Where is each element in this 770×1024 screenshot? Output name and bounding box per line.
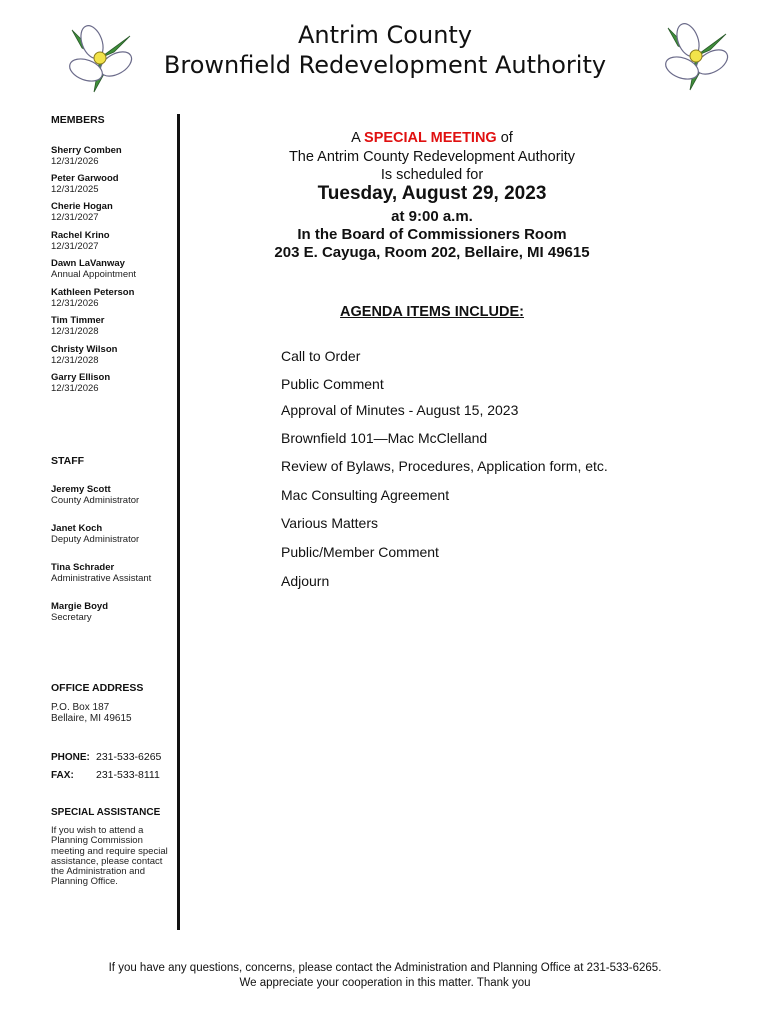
member-name: Cherie Hogan: [51, 201, 113, 212]
fax-number: 231-533-8111: [96, 769, 160, 781]
member-name: Tim Timmer: [51, 315, 105, 326]
member-term: 12/31/2026: [51, 156, 99, 167]
title-line-2: Brownfield Redevelopment Authority: [163, 51, 607, 79]
phone-number: 231-533-6265: [96, 751, 162, 763]
meeting-address: 203 E. Cayuga, Room 202, Bellaire, MI 49615: [274, 244, 590, 261]
staff-title: Deputy Administrator: [51, 534, 140, 545]
agenda-item: Public Comment: [281, 376, 384, 392]
meeting-intro: [232, 130, 632, 146]
agenda-heading: AGENDA ITEMS INCLUDE:: [340, 304, 524, 320]
member-term: Annual Appointment: [51, 269, 137, 280]
member-term: 12/31/2026: [51, 383, 99, 394]
member-term: 12/31/2026: [51, 298, 99, 309]
staff-title: Secretary: [51, 612, 92, 623]
member-name: Peter Garwood: [51, 173, 119, 184]
meeting-room: In the Board of Commissioners Room: [297, 226, 567, 243]
trillium-flower-icon: [64, 22, 136, 94]
office-address-heading: OFFICE ADDRESS: [51, 682, 144, 694]
special-assistance-heading: SPECIAL ASSISTANCE: [51, 807, 161, 818]
member-name: Kathleen Peterson: [51, 287, 135, 298]
staff-heading: STAFF: [51, 455, 85, 467]
meeting-time: at 9:00 a.m.: [391, 208, 473, 225]
phone-label: PHONE:: [51, 752, 90, 763]
member-term: 12/31/2027: [51, 241, 99, 252]
members-heading: MEMBERS: [51, 114, 105, 126]
member-term: 12/31/2027: [51, 212, 99, 223]
footer-contact: If you have any questions, concerns, please contact the Administration and Planning Office at 231-533-6265.: [108, 962, 662, 974]
meeting-suffix: of: [496, 130, 513, 146]
agenda-item: Various Matters: [281, 515, 378, 531]
office-address-line: P.O. Box 187: [51, 702, 110, 713]
member-name: Sherry Comben: [51, 145, 122, 156]
meeting-prefix: A: [351, 130, 365, 146]
title-line-1: Antrim County: [297, 21, 473, 49]
agenda-item: Mac Consulting Agreement: [281, 487, 450, 503]
special-meeting-label: SPECIAL MEETING: [364, 130, 497, 146]
member-name: Christy Wilson: [51, 344, 118, 355]
agenda-item: Brownfield 101—Mac McClelland: [281, 430, 488, 446]
member-name: Garry Ellison: [51, 372, 111, 383]
agenda-item: Approval of Minutes - August 15, 2023: [281, 402, 519, 418]
trillium-flower-icon: [660, 20, 732, 92]
staff-title: County Administrator: [51, 495, 140, 506]
staff-title: Administrative Assistant: [51, 573, 152, 584]
agenda-item: Call to Order: [281, 348, 361, 364]
meeting-authority: The Antrim County Redevelopment Authority: [288, 149, 576, 165]
special-assistance-text: If you wish to attend a Planning Commission meeting and require special assistance, please contact the Administration and Planning Office.: [51, 825, 168, 888]
office-address-line: Bellaire, MI 49615: [51, 713, 132, 724]
member-term: 12/31/2028: [51, 326, 99, 337]
agenda-item: Review of Bylaws, Procedures, Application form, etc.: [281, 458, 608, 474]
staff-name: Janet Koch: [51, 523, 103, 534]
fax-label: FAX:: [51, 770, 74, 781]
staff-name: Margie Boyd: [51, 601, 109, 612]
member-term: 12/31/2028: [51, 355, 99, 366]
staff-name: Jeremy Scott: [51, 484, 111, 495]
meeting-scheduled: Is scheduled for: [380, 167, 484, 183]
agenda-item: Public/Member Comment: [281, 544, 439, 560]
member-name: Rachel Krino: [51, 230, 110, 241]
staff-name: Tina Schrader: [51, 562, 115, 573]
member-name: Dawn LaVanway: [51, 258, 125, 269]
member-term: 12/31/2025: [51, 184, 99, 195]
column-divider: [177, 114, 180, 930]
footer-thanks: We appreciate your cooperation in this matter. Thank you: [239, 977, 531, 989]
meeting-date: Tuesday, August 29, 2023: [317, 183, 547, 204]
agenda-item: Adjourn: [281, 573, 330, 589]
